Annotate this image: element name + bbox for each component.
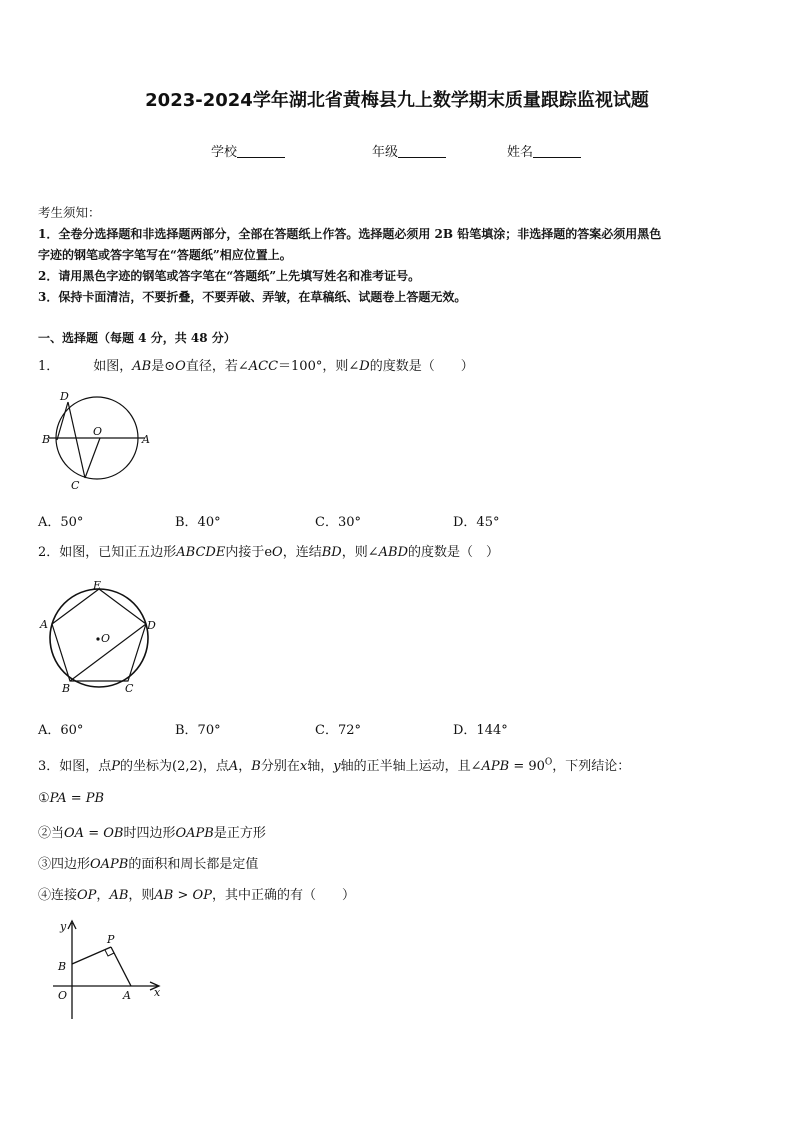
label-o: O	[101, 632, 111, 645]
notice-heading: 考生须知：	[38, 205, 101, 220]
page-title: 2023-2024学年湖北省黄梅县九上数学期末质量跟踪监视试题	[145, 90, 649, 111]
text: ，其中正确的有（ ）	[211, 888, 355, 903]
text: 的坐标为	[120, 759, 173, 774]
grade-label: 年级	[372, 145, 399, 160]
label-a: A	[142, 433, 150, 446]
grade-field	[372, 141, 446, 160]
question-1-figure	[38, 385, 158, 493]
label-y: y	[60, 920, 67, 933]
math: PA	[49, 791, 67, 806]
math: (2,2)	[172, 759, 203, 774]
question-2-option-c[interactable]: C．72°	[315, 723, 361, 738]
text: ＝100°，则∠	[278, 359, 360, 374]
math: OB	[103, 826, 124, 841]
math: O	[175, 359, 186, 374]
text: ，下列结论：	[552, 759, 631, 774]
label-p: P	[107, 933, 115, 946]
math: OAPB	[175, 826, 214, 841]
question-3-claim-1	[38, 791, 104, 806]
math: P	[111, 759, 121, 774]
question-3-figure	[48, 915, 173, 1025]
label-b: B	[62, 682, 71, 695]
math: OP	[192, 888, 212, 903]
question-3-claim-3	[38, 853, 258, 872]
question-1-option-a[interactable]: A．50°	[38, 515, 84, 530]
school-field	[211, 141, 285, 160]
chord-dc	[68, 402, 85, 478]
math: OA	[64, 826, 85, 841]
question-3-stem	[38, 755, 630, 774]
segment-pa	[111, 947, 131, 986]
segment-co	[85, 438, 100, 478]
label-d: D	[147, 619, 156, 632]
text: 的面积和周长都是定值	[128, 857, 259, 872]
question-1-stem	[38, 355, 474, 374]
question-3-claim-4	[38, 884, 355, 903]
math: PB	[85, 791, 105, 806]
math: OP	[77, 888, 97, 903]
text: ①	[38, 791, 50, 806]
label-a: A	[40, 618, 48, 631]
label-c: C	[71, 479, 80, 492]
math: e	[264, 545, 273, 560]
text: 直径，若∠	[185, 359, 249, 374]
math: = 90	[509, 759, 545, 774]
label-a: A	[123, 989, 131, 1002]
text: 的度数是（ ）	[408, 545, 500, 560]
label-o: O	[93, 425, 103, 438]
math: D	[359, 359, 370, 374]
segment-bp	[72, 947, 111, 964]
label-b: B	[58, 960, 67, 973]
text: 的度数是（ ）	[369, 359, 474, 374]
notice-item-1-line-1: 1．全卷分选择题和非选择题两部分，全部在答题纸上作答。选择题必须用 2B 铅笔填涂；非选择题的答案必须用黑色	[38, 227, 662, 241]
math: AB	[154, 888, 174, 903]
school-label: 学校	[211, 145, 238, 160]
text: 2．如图，已知正五边形	[38, 545, 177, 560]
text: ④连接	[38, 888, 78, 903]
label-c: C	[125, 682, 134, 695]
name-field	[507, 141, 581, 160]
question-number: 1．	[38, 359, 60, 374]
text: 分别在	[260, 759, 300, 774]
math: >	[173, 888, 193, 903]
text: ，连结	[282, 545, 322, 560]
math: B	[251, 759, 261, 774]
section-heading: 一、选择题（每题 4 分，共 48 分）	[38, 331, 236, 345]
math: ABD	[378, 545, 408, 560]
text: ，则	[128, 888, 155, 903]
school-blank	[237, 145, 285, 158]
label-b: B	[42, 433, 51, 446]
notice-item-3: 3．保持卡面清洁，不要折叠，不要弄破、弄皱，在草稿纸、试题卷上答题无效。	[38, 290, 467, 304]
question-1-option-b[interactable]: B．40°	[175, 515, 221, 530]
math: A	[228, 759, 239, 774]
question-3-claim-2	[38, 822, 266, 841]
text: 轴，	[307, 759, 334, 774]
name-label: 姓名	[507, 145, 534, 160]
question-2-option-b[interactable]: B．70°	[175, 723, 221, 738]
name-blank	[533, 145, 581, 158]
math: BD	[321, 545, 342, 560]
text: ，	[238, 759, 252, 774]
label-x: x	[154, 986, 161, 999]
math: OAPB	[90, 857, 129, 872]
math: y	[333, 759, 341, 774]
text: ，	[96, 888, 110, 903]
text: 内接于	[225, 545, 265, 560]
math: O	[272, 545, 283, 560]
question-2-option-d[interactable]: D．144°	[453, 723, 508, 738]
question-1-option-d[interactable]: D．45°	[453, 515, 500, 530]
notice-item-1-line-2: 字迹的钢笔或答字笔写在“答题纸”相应位置上。	[38, 248, 292, 262]
math: AB	[132, 359, 152, 374]
center-dot	[96, 637, 99, 640]
text: 轴的正半轴上运动，且∠	[340, 759, 482, 774]
text: ②当	[38, 826, 65, 841]
label-e: E	[93, 579, 102, 592]
text: 时四边形	[123, 826, 176, 841]
question-2-stem	[38, 541, 499, 560]
notice-item-2: 2．请用黑色字迹的钢笔或答字笔在“答题纸”上先填写姓名和准考证号。	[38, 269, 421, 283]
text: 是正方形	[213, 826, 266, 841]
text: ，点	[202, 759, 229, 774]
label-d: D	[60, 390, 69, 403]
math: APB	[481, 759, 510, 774]
text: ③四边形	[38, 857, 91, 872]
chord-db	[57, 402, 68, 440]
math: x	[299, 759, 308, 774]
question-1-option-c[interactable]: C．30°	[315, 515, 361, 530]
question-2-option-a[interactable]: A．60°	[38, 723, 84, 738]
math: =	[84, 826, 104, 841]
math: ABCDE	[176, 545, 226, 560]
math: O	[544, 757, 553, 768]
text: 3．如图，点	[38, 759, 112, 774]
math: ACC	[248, 359, 279, 374]
math: =	[66, 791, 86, 806]
text: 如图，	[93, 359, 133, 374]
label-o: O	[58, 989, 68, 1002]
text: 是⊙	[151, 359, 176, 374]
math: AB	[109, 888, 129, 903]
question-2-figure	[36, 578, 160, 696]
grade-blank	[398, 145, 446, 158]
text: ，则∠	[341, 545, 379, 560]
